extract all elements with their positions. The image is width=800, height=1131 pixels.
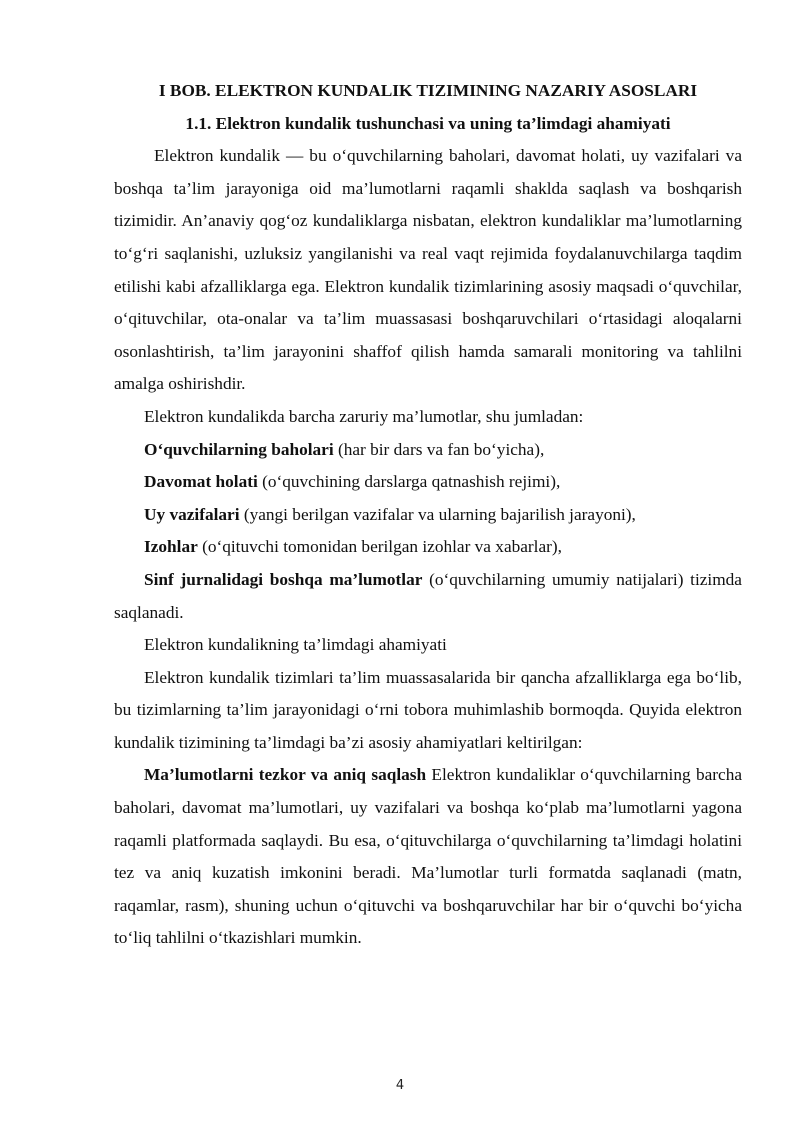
- list-item: [114, 564, 742, 629]
- list-item: [114, 531, 742, 564]
- section-subheading: 1.1. Elektron kundalik tushunchasi va uning ta’limdagi ahamiyati: [185, 113, 671, 133]
- list-item-term: Davomat holati: [144, 472, 258, 492]
- intro-paragraph: Elektron kundalik — bu o‘quvchilarning baholari, davomat holati, uy vazifalari va boshqa ta’lim jarayoniga oid ma’lumotlarni raqamli shaklda saqlash va boshqarish tizimidir. An’anaviy qog‘oz kundaliklarga nisbatan, elektron kundaliklar ma’lumotlarning to‘g‘ri saqlanishi, uzluksiz yangilanishi va real vaqt rejimida foydalanuvchilarga taqdim etilishi kabi afzalliklarga ega. Elektron kundalik tizimlarining asosiy maqsadi o‘quvchilar, o‘qituvchilar, ota-onalar va ta’lim muassasasi boshqaruvchilari o‘rtasidagi aloqalarni osonlashtirish, ta’lim jarayonini shaffof qilish hamda samarali monitoring va tahlilni amalga oshirishdir.: [114, 146, 742, 394]
- point-paragraph: [114, 759, 742, 955]
- list-item-desc: (yangi berilgan vazifalar va ularning bajarilish jarayoni),: [239, 504, 636, 524]
- list-item-desc: (har bir dars va fan bo‘yicha),: [333, 439, 545, 459]
- list-item-term: Sinf jurnalidagi boshqa ma’lumotlar: [144, 569, 423, 589]
- page-content: [114, 73, 742, 955]
- point-term: Ma’lumotlarni tezkor va aniq saqlash: [144, 765, 427, 785]
- list-item-desc: (o‘quvchilarning umumiy natijalari) tizimda saqlanadi.: [114, 569, 742, 622]
- section-paragraph: Elektron kundalik tizimlari ta’lim muassasalarida bir qancha afzalliklarga ega bo‘lib, bu tizimlarning ta’lim jarayonidagi o‘rni tobora muhimlashib bormoqda. Quyida elektron kundalik tizimining ta’limdagi ba’zi asosiy ahamiyatlari keltirilgan:: [114, 667, 742, 752]
- list-item-desc: (o‘quvchining darslarga qatnashish rejimi),: [257, 472, 561, 492]
- list-item-term: Izohlar: [144, 537, 198, 557]
- list-item: [114, 466, 742, 499]
- point-desc: Elektron kundaliklar o‘quvchilarning barcha baholari, davomat ma’lumotlari, uy vazifalari va boshqa ko‘plab ma’lumotlarni yagona raqamli platformada saqlaydi. Bu esa, o‘qituvchilarga o‘quvchilarning ta’limdagi holatini tez va aniq kuzatish imkonini beradi. Ma’lumotlar turli formatda saqlanadi (matn, raqamlar, rasm), shuning uchun o‘qituvchi va boshqaruvchilar har bir o‘quvchi bo‘yicha to‘liq tahlilni o‘tkazishlari mumkin.: [114, 765, 743, 948]
- list-item: [114, 434, 742, 467]
- chapter-heading: I BOB. ELEKTRON KUNDALIK TIZIMINING NAZARIY ASOSLARI: [158, 81, 698, 100]
- list-item-term: Uy vazifalari: [144, 504, 240, 524]
- list-item-term: O‘quvchilarning baholari: [144, 439, 334, 459]
- list-intro: Elektron kundalikda barcha zaruriy ma’lumotlar, shu jumladan:: [144, 406, 584, 426]
- page-number: 4: [395, 1078, 405, 1093]
- section-title: Elektron kundalikning ta’limdagi ahamiyati: [144, 635, 447, 655]
- list-item-desc: (o‘qituvchi tomonidan berilgan izohlar va xabarlar),: [197, 537, 562, 557]
- list-item: [114, 499, 742, 532]
